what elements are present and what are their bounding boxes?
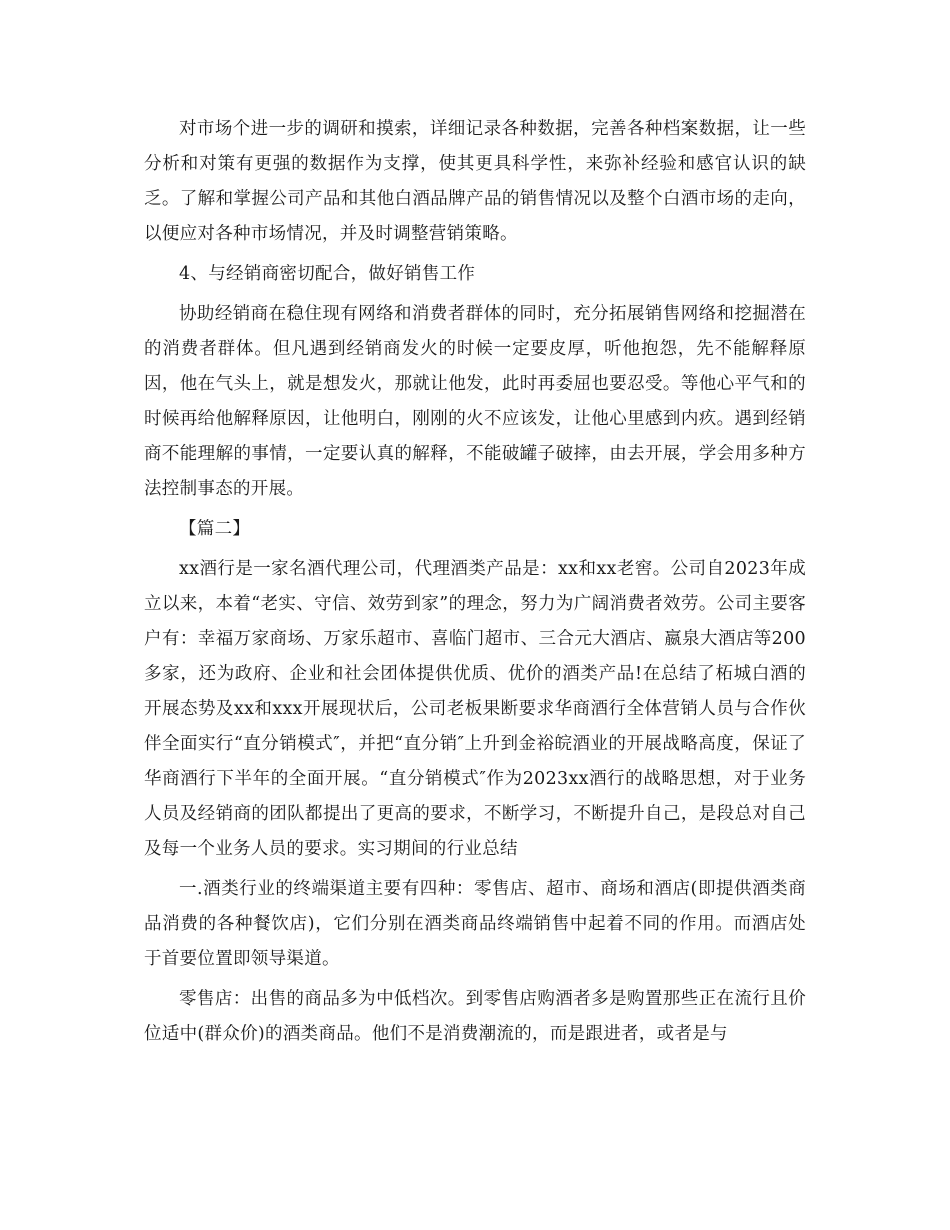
document-page: [144, 112, 806, 1057]
section-heading-part-two: 【篇二】: [179, 519, 251, 539]
paragraph-company-intro: xx酒行是一家名酒代理公司，代理酒类产品是：xx和xx老窖。公司自2023年成立以来，本着“老实、守信、效劳到家”的理念，努力为广阔消费者效劳。公司主要客户有：幸福万家商场、万家乐超市、喜临门超市、三合元大酒店、嬴泉大酒店等200多家，还为政府、企业和社会团体提供优质、优价的酒类产品!在总结了柘城白酒的开展态势及xx和xxx开展现状后，公司老板果断要求华商酒行全体营销人员与合作伙伴全面实行“直分销模式″，并把“直分销″上升到金裕皖酒业的开展战略高度，保证了华商酒行下半年的全面开展。“直分销模式″作为2023xx酒行的战略思想，对于业务人员及经销商的团队都提出了更高的要求，不断学习，不断提升自己，是段总对自己及每一个业务人员的要求。实习期间的行业总结: [144, 559, 806, 859]
section-heading-dealer-cooperation: 4、与经销商密切配合，做好销售工作: [179, 264, 476, 284]
paragraph-terminal-channels: 一.酒类行业的终端渠道主要有四种：零售店、超市、商场和酒店(即提供酒类商品消费的各种餐饮店)，它们分别在酒类商品终端销售中起着不同的作用。而酒店处于首要位置即领导渠道。: [144, 879, 806, 969]
paragraph-market-research: 对市场个进一步的调研和摸索，详细记录各种数据，完善各种档案数据，让一些分析和对策有更强的数据作为支撑，使其更具科学性，来弥补经验和感官认识的缺乏。了解和掌握公司产品和其他白酒品牌产品的销售情况以及整个白酒市场的走向，以便应对各种市场情况，并及时调整营销策略。: [144, 119, 806, 244]
paragraph-retail-stores: 零售店：出售的商品多为中低档次。到零售店购酒者多是购置那些正在流行且价位适中(群众价)的酒类商品。他们不是消费潮流的，而是跟进者，或者是与: [144, 989, 806, 1044]
paragraph-dealer-support: 协助经销商在稳住现有网络和消费者群体的同时，充分拓展销售网络和挖掘潜在的消费者群体。但凡遇到经销商发火的时候一定要皮厚，听他抱怨，先不能解释原因，他在气头上，就是想发火，那就让他发，此时再委屈也要忍受。等他心平气和的时候再给他解释原因，让他明白，刚刚的火不应该发，让他心里感到内疚。遇到经销商不能理解的事情，一定要认真的解释，不能破罐子破摔，由去开展，学会用多种方法控制事态的开展。: [144, 304, 806, 499]
